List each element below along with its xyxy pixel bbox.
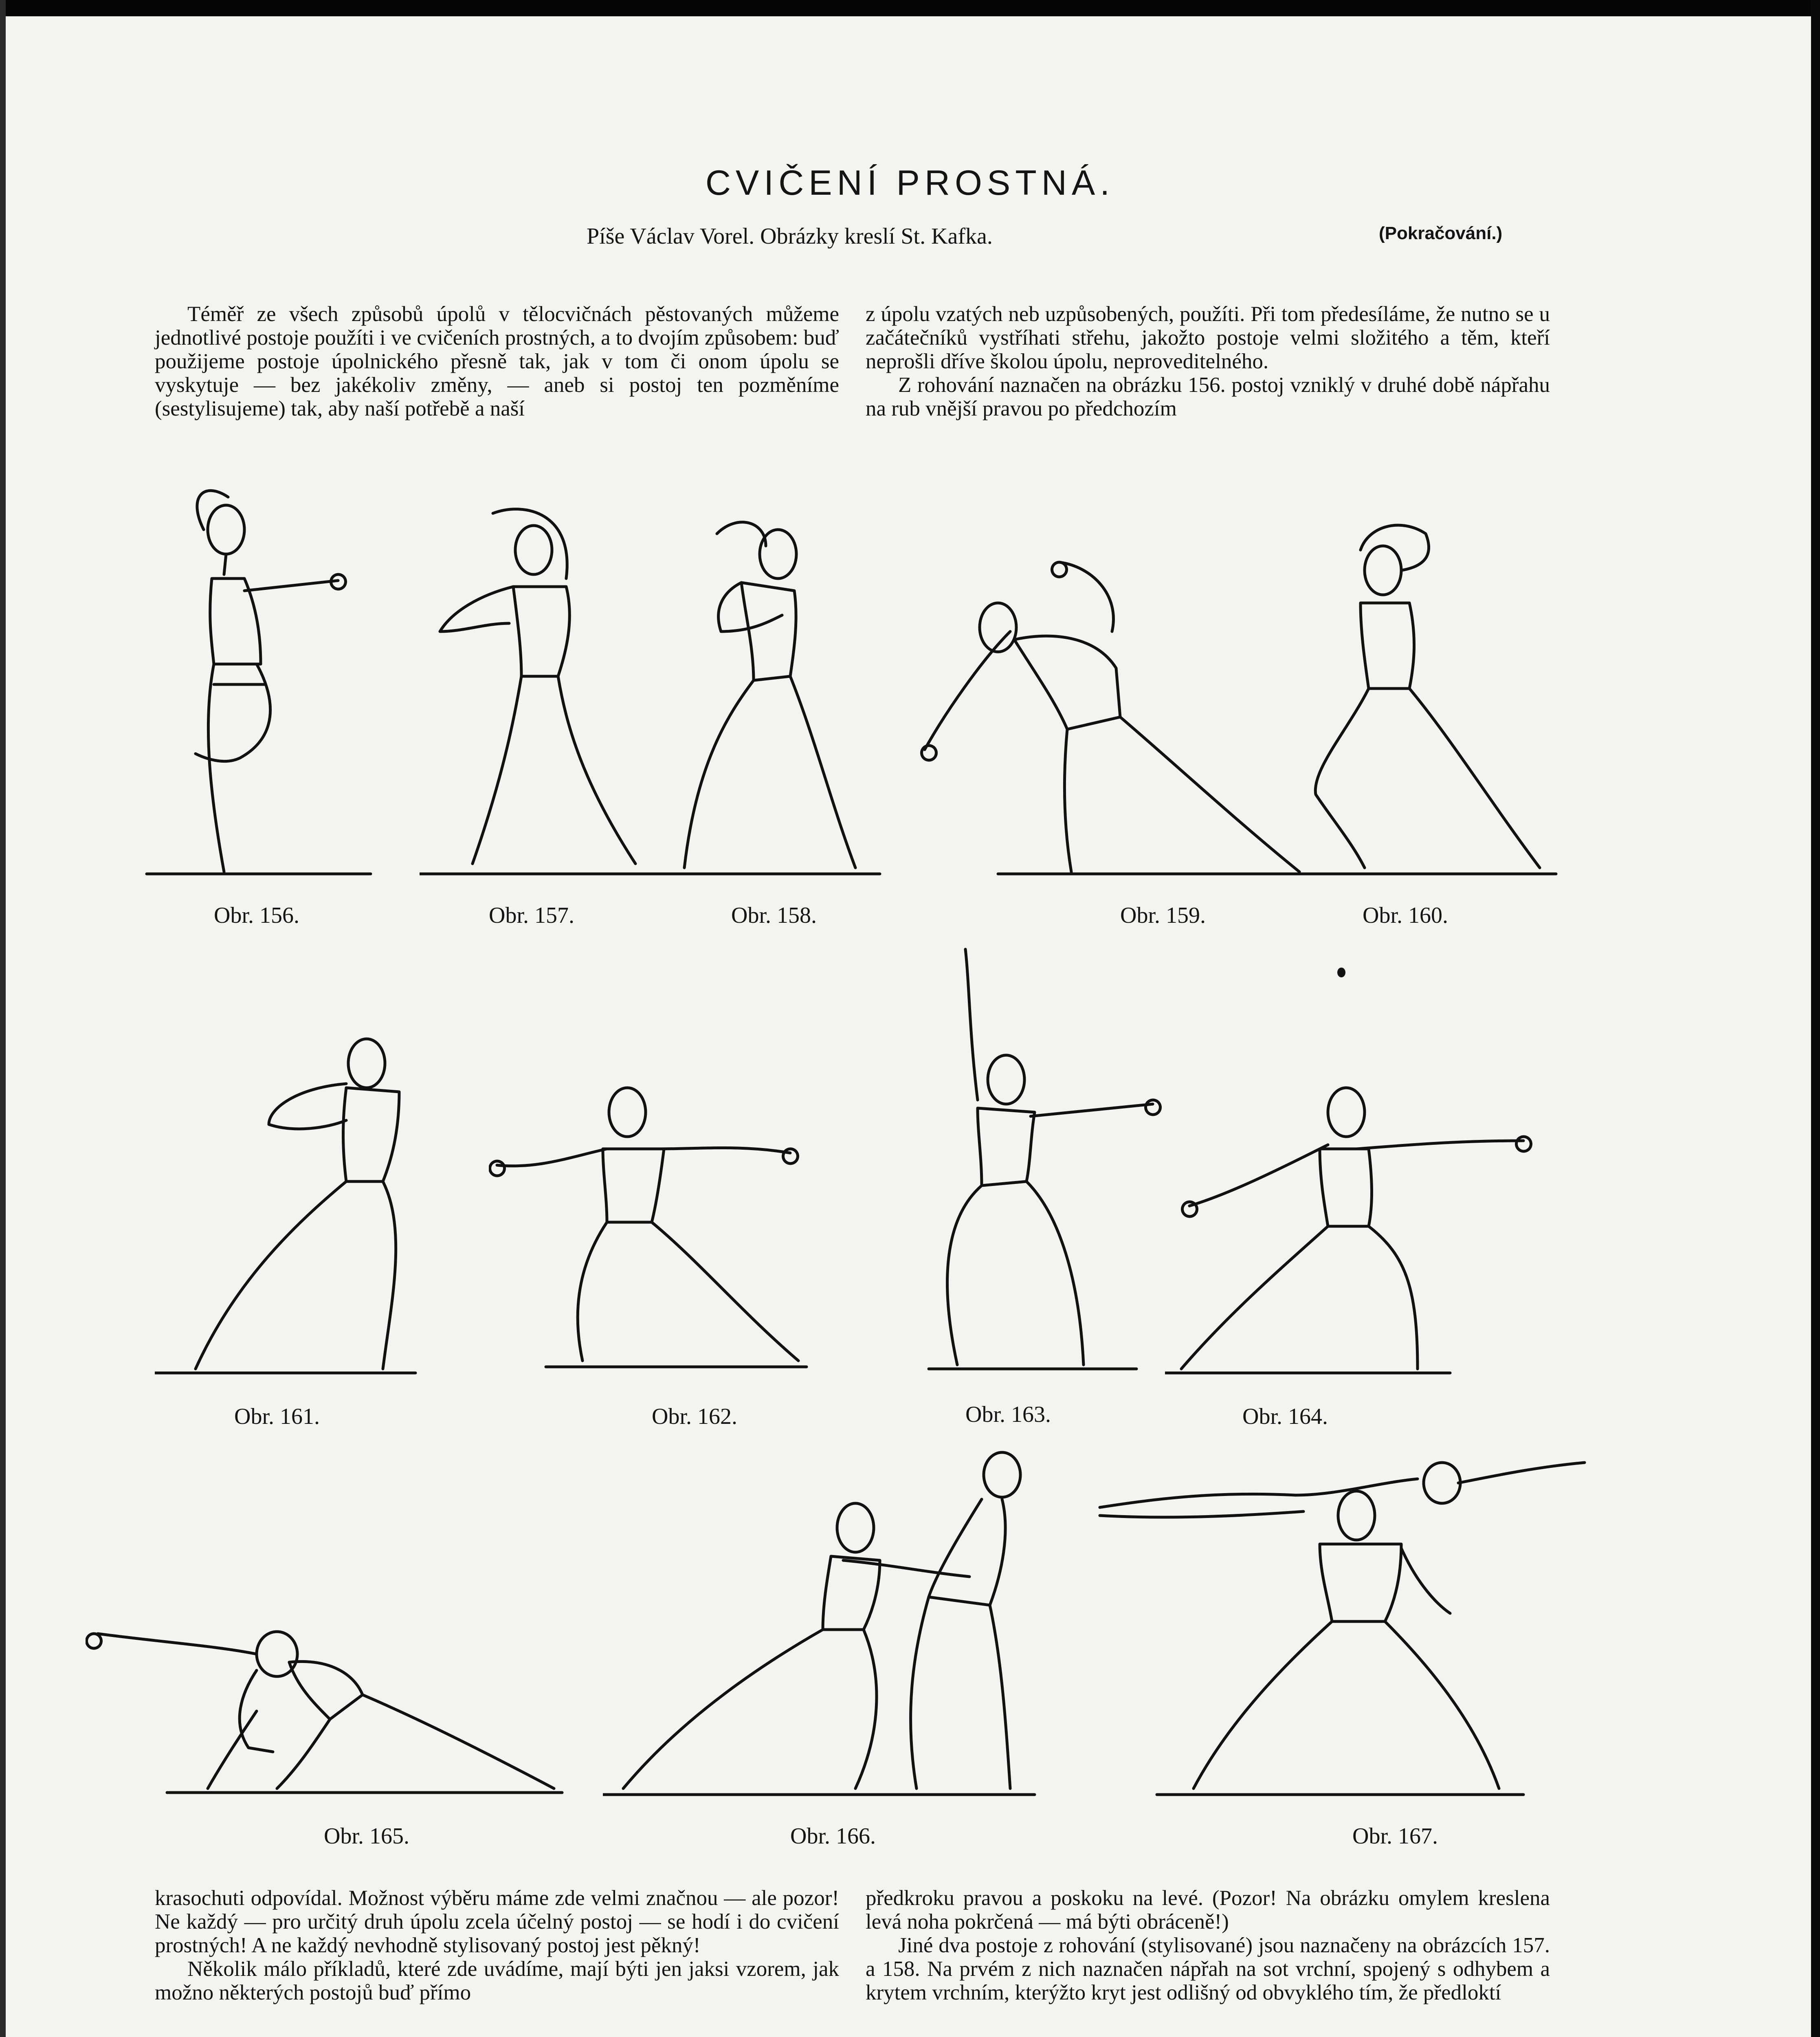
figure-160-drawing [1295, 509, 1564, 888]
figure-caption: Obr. 159. [1120, 903, 1206, 928]
figure-165 [86, 1589, 566, 1801]
figure-caption: Obr. 166. [790, 1824, 876, 1849]
figure-156 [143, 473, 407, 888]
figure-161-drawing [155, 1027, 448, 1377]
figure-164 [1165, 1076, 1540, 1377]
text-column-bottom-left [155, 1886, 839, 2004]
figure-157-drawing [420, 497, 684, 888]
continued-note: (Pokračování.) [1379, 223, 1503, 243]
paragraph: krasochuti odpovídal. Možnost výběru máme zde velmi značnou — ale pozor! Ne každý — pro určitý druh úpolu zcela účelný postoj — se hodí i do cvičení prostných! A ne každý nevhodně stylisovaný postoj jest pěkný! [155, 1886, 839, 1957]
paragraph: předkroku pravou a poskoku na levé. (Pozor! Na obrázku omylem kreslena levá noha pokrčená — má býti obráceně!) [866, 1886, 1550, 1934]
byline: Píše Václav Vorel. Obrázky kreslí St. Kafka. [587, 224, 993, 249]
figure-166-drawing [603, 1450, 1059, 1801]
figure-159 [917, 538, 1332, 888]
paragraph: Několik málo příkladů, které zde uvádíme, mají býti jen jaksi vzorem, jak možno některých postojů buď přímo [155, 1957, 839, 2004]
figure-167 [1092, 1450, 1597, 1801]
paragraph: Z rohování naznačen na obrázku 156. postoj vzniklý v druhé době nápřahu na rub vnější pravou po předchozím [866, 373, 1550, 420]
scan-border-left [0, 0, 6, 2037]
figure-164-drawing [1165, 1076, 1540, 1377]
text-column-top-left [155, 302, 839, 420]
figure-161 [155, 1027, 448, 1377]
figure-caption: Obr. 164. [1242, 1404, 1328, 1429]
paragraph: Jiné dva postoje z rohování (stylisované) jsou naznačeny na obrázcích 157. a 158. Na prvém z nich naznačen nápřah na sot vrchní, spojený s odhybem a krytem vrchním, kterýžto kryt jest odlišný od obvyklého tím, že předloktí [866, 1934, 1550, 2004]
figure-166 [603, 1450, 1059, 1801]
figure-160 [1295, 509, 1564, 888]
figure-158 [660, 509, 888, 888]
scan-border-right [1811, 0, 1820, 2037]
scan-border-top [0, 0, 1820, 16]
figure-caption: Obr. 167. [1352, 1824, 1438, 1849]
figure-caption: Obr. 165. [324, 1824, 409, 1849]
figure-caption: Obr. 157. [489, 903, 574, 928]
paragraph: z úpolu vzatých neb uzpůsobených, použíti. Při tom předesíláme, že nutno se u začátečníků vystříhati střehu, jakožto postoje velmi složitého a těm, kteří neprošli dříve školou úpolu, neproveditelného. [866, 302, 1550, 373]
figure-caption: Obr. 163. [965, 1402, 1051, 1427]
figure-caption: Obr. 161. [234, 1404, 320, 1429]
figure-157 [420, 497, 684, 888]
figure-162 [489, 1076, 823, 1377]
figure-163-drawing [908, 945, 1194, 1377]
stray-dot [1337, 968, 1345, 977]
paragraph: Téměř ze všech způsobů úpolů v tělocvičnách pěstovaných můžeme jednotlivé postoje použíti i ve cvičeních prostných, a to dvojím způsobem: buď použijeme postoje úpolnického přesně tak, jak v tom či onom úpolu se vyskytuje — bez jakékoliv změny, — aneb si postoj ten pozměníme (sestylisujeme) tak, aby naší potřebě a naší [155, 302, 839, 420]
figure-165-drawing [86, 1589, 566, 1801]
figure-caption: Obr. 160. [1363, 903, 1448, 928]
figure-158-drawing [660, 509, 888, 888]
figure-caption: Obr. 162. [652, 1404, 737, 1429]
figure-167-drawing [1092, 1450, 1597, 1801]
figure-caption: Obr. 158. [731, 903, 817, 928]
figure-159-drawing [917, 538, 1332, 888]
text-column-top-right [866, 302, 1550, 420]
figure-163 [908, 945, 1194, 1377]
figure-caption: Obr. 156. [214, 903, 299, 928]
text-column-bottom-right [866, 1886, 1550, 2004]
figure-156-drawing [143, 473, 407, 888]
page-title: CVIČENÍ PROSTNÁ. [705, 163, 1115, 202]
figure-162-drawing [489, 1076, 823, 1377]
